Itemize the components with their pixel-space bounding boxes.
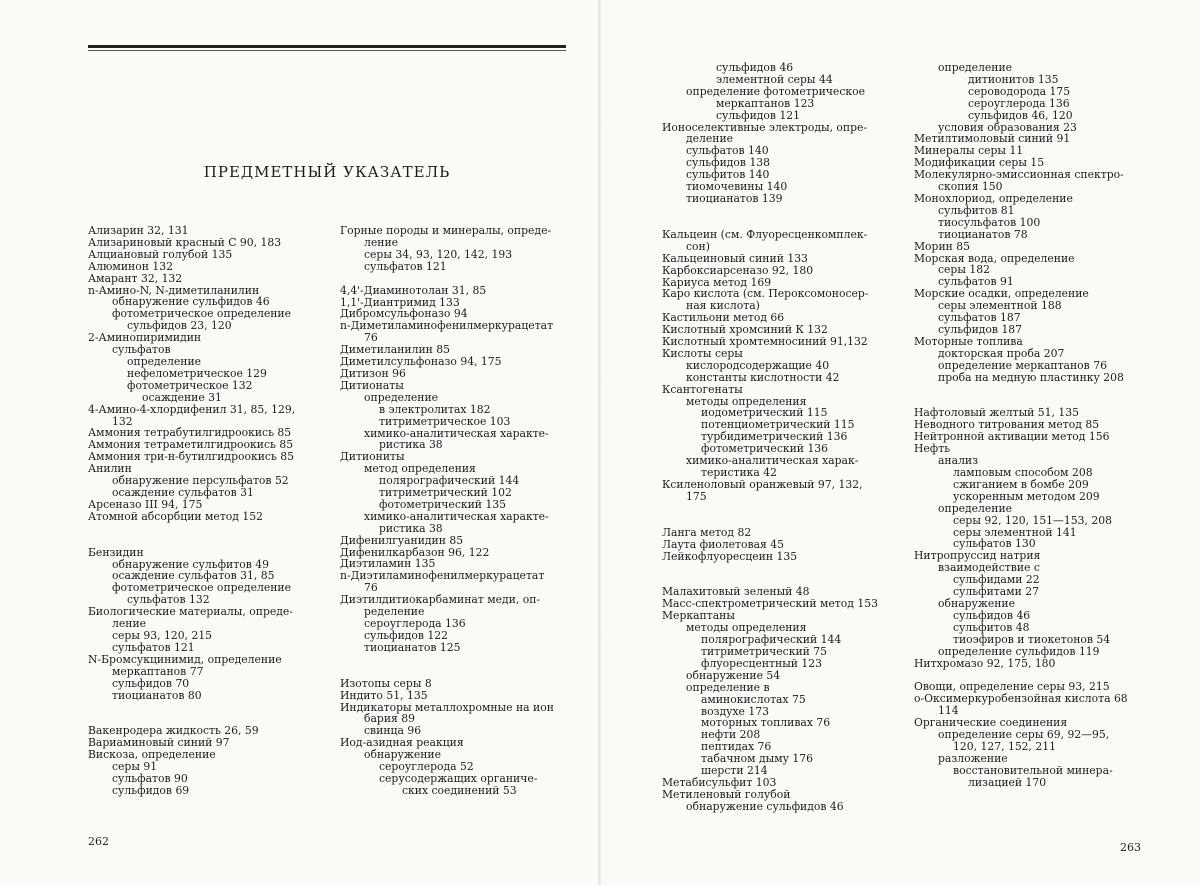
- index-subentry: определение фотометрическое: [686, 84, 866, 98]
- index-entry: Нитхромазо 92, 175, 180: [914, 656, 1056, 670]
- index-entry: Метилтимоловый синий 91: [914, 132, 1071, 146]
- index-entry: Вискоза, определение: [88, 748, 216, 762]
- index-subentry: сульфатов 130: [953, 537, 1036, 551]
- index-entry: N-Бромсукцинимид, определение: [88, 652, 282, 666]
- index-subentry: сульфидов 46, 120: [968, 108, 1073, 122]
- index-entry: Иод-азидная реакция: [340, 736, 464, 750]
- index-entry: Лейкофлуоресцеин 135: [662, 549, 798, 563]
- index-subentry: разложение: [938, 751, 1008, 765]
- index-subentry: серусодержащих органиче-: [379, 771, 538, 785]
- index-subentry: ламповым способом 208: [953, 466, 1093, 479]
- index-subentry: ристика 38: [379, 438, 443, 452]
- index-subentry: деление: [686, 132, 734, 146]
- index-entry: Кастильони метод 66: [662, 311, 785, 325]
- index-subentry: определение: [938, 501, 1013, 515]
- index-subentry: дитионитов 135: [968, 72, 1059, 86]
- index-column-3: [662, 62, 878, 813]
- index-entry: Аммония тетраметилгидроокись 85: [88, 438, 294, 452]
- index-subentry: сульфидов 46: [953, 608, 1031, 622]
- index-subentry: константы кислотности 42: [686, 370, 840, 384]
- index-entry: 2-Аминопиримидин: [88, 331, 202, 345]
- index-subentry: обнаружение сульфидов 46: [112, 295, 270, 309]
- index-subentry: сероуглерода 136: [364, 617, 466, 630]
- index-entry: Алюминон 132: [88, 259, 173, 273]
- index-subentry: сульфитов 81: [938, 203, 1015, 217]
- index-entry: n-Амино-N, N-диметиланилин: [88, 283, 260, 297]
- index-subentry: меркаптанов 77: [112, 664, 204, 678]
- index-subentry: теристика 42: [701, 466, 778, 479]
- index-subentry: сульфидов 23, 120: [127, 319, 232, 333]
- index-subentry: серы элементной 141: [953, 525, 1077, 539]
- index-subentry: ределение: [364, 605, 425, 619]
- index-subentry: серы 182: [938, 263, 990, 277]
- index-subentry: обнаружение: [364, 748, 442, 762]
- index-subentry: определение в: [686, 680, 770, 694]
- index-subentry: методы определения: [686, 621, 807, 635]
- index-entry: Меркаптаны: [662, 609, 735, 623]
- index-subentry: 114: [938, 704, 959, 718]
- index-column-4: [914, 62, 1128, 789]
- index-entry: Дитизон 96: [340, 366, 406, 380]
- index-subentry: серы элементной 188: [938, 299, 1062, 313]
- index-subentry: потенциометрический 115: [701, 418, 855, 432]
- index-entry: Диметиланилин 85: [340, 343, 451, 357]
- index-subentry: анализ: [938, 454, 979, 468]
- index-entry: Кальцеиновый синий 133: [662, 251, 808, 265]
- index-entry: Лаута фиолетовая 45: [662, 537, 785, 551]
- index-subentry: бария 89: [364, 712, 416, 726]
- index-subentry: обнаружение: [938, 596, 1016, 610]
- index-subentry: химико-аналитическая харак-: [686, 454, 859, 468]
- index-subentry: тиосульфатов 100: [938, 215, 1041, 229]
- index-entry: Метиленовый голубой: [662, 787, 791, 801]
- index-entry: Биологические материалы, опреде-: [88, 605, 293, 619]
- index-subentry: аминокислотах 75: [701, 692, 806, 706]
- index-entry: Метабисульфит 103: [662, 775, 777, 789]
- index-entry: Диэтилдитиокарбаминат меди, оп-: [340, 593, 541, 607]
- index-entry: Модификации серы 15: [914, 156, 1045, 170]
- header-rule-thin: [88, 50, 566, 51]
- index-subentry: осаждение сульфатов 31, 85: [112, 569, 275, 583]
- index-subentry: фотометрическое определение: [112, 581, 292, 595]
- index-subentry: титриметрический 75: [701, 644, 828, 658]
- index-subentry: воздухе 173: [701, 704, 769, 718]
- entry-spacer: [340, 666, 554, 678]
- index-subentry: сульфидами 22: [953, 573, 1040, 587]
- index-entry: Кислотный хромсиний К 132: [662, 323, 828, 337]
- index-subentry: сон): [686, 239, 710, 253]
- index-entry: n-Диэтиламинофенилмеркурацетат: [340, 569, 545, 583]
- index-entry: Дитионаты: [340, 378, 404, 392]
- index-subentry: сульфатов 140: [686, 144, 769, 158]
- index-subentry: ление: [364, 235, 399, 249]
- index-entry: Индито 51, 135: [340, 688, 428, 702]
- index-subentry: полярографический 144: [701, 633, 842, 647]
- index-subentry: 76: [364, 581, 378, 595]
- index-entry: Монохлориод, определение: [914, 191, 1073, 205]
- index-subentry: пептидах 76: [701, 740, 772, 754]
- index-subentry: восстановительной минера-: [953, 763, 1113, 777]
- index-entry: Кальцеин (см. Флуоресценкомплек-: [662, 227, 868, 241]
- index-subentry: сульфидов 46: [716, 61, 794, 74]
- index-subentry: нефелометрическое 129: [127, 366, 267, 380]
- index-column-1: [88, 225, 295, 797]
- index-subentry: сульфитов 48: [953, 620, 1030, 634]
- index-subentry: химико-аналитическая характе-: [364, 426, 549, 440]
- index-subentry: ристика 38: [379, 521, 443, 535]
- index-entry: Арсеназо III 94, 175: [88, 497, 203, 511]
- index-subentry: обнаружение сульфитов 49: [112, 557, 269, 571]
- entry-spacer: [662, 562, 878, 574]
- index-subentry: взаимодействие с: [938, 561, 1040, 575]
- index-entry: n-Диметиламинофенилмеркурацетат: [340, 319, 554, 333]
- index-entry: Аммония три-н-бутилгидроокись 85: [88, 450, 295, 464]
- index-subentry: сульфатов 91: [938, 275, 1014, 289]
- index-subentry: определение серы 69, 92—95,: [938, 728, 1110, 742]
- index-subentry: в электролитах 182: [379, 402, 491, 416]
- index-subentry: серы 91: [112, 760, 158, 774]
- entry-spacer: [914, 383, 1128, 395]
- index-subentry: сероводорода 175: [968, 84, 1071, 98]
- index-entry: Аммония тетрабутилгидроокись 85: [88, 426, 292, 440]
- index-entry: Вариаминовый синий 97: [88, 736, 230, 750]
- index-entry: Алциановый голубой 135: [88, 247, 233, 261]
- index-subentry: 132: [112, 414, 133, 428]
- index-subentry: условия образования 23: [938, 120, 1077, 134]
- index-subentry: определение сульфидов 119: [938, 644, 1100, 658]
- index-entry: Кислоты серы: [662, 346, 743, 360]
- index-subentry: иодометрический 115: [701, 406, 828, 420]
- page-number-right: 263: [1120, 841, 1141, 854]
- index-subentry: сероуглерода 52: [379, 760, 474, 774]
- index-entry: Нитропруссид натрия: [914, 549, 1041, 563]
- index-subentry: сульфидов 70: [112, 676, 190, 690]
- index-subentry: 120, 127, 152, 211: [953, 739, 1057, 753]
- index-subentry: ских соединений 53: [402, 783, 517, 797]
- index-entry: Изотопы серы 8: [340, 676, 432, 690]
- index-subentry: метод определения: [364, 462, 476, 476]
- index-subentry: фотометрическое 132: [127, 378, 253, 392]
- index-entry: 4,4'-Диаминотолан 31, 85: [340, 283, 487, 297]
- index-entry: Морин 85: [914, 239, 971, 253]
- index-subentry: тиоцианатов 139: [686, 191, 783, 205]
- index-subentry: лизацией 170: [968, 775, 1047, 789]
- index-entry: Неводного титрования метод 85: [914, 418, 1100, 432]
- index-subentry: сульфатов 90: [112, 772, 188, 786]
- index-entry: Атомной абсорбции метод 152: [88, 509, 263, 523]
- index-subentry: определение: [938, 61, 1013, 74]
- index-entry: о-Оксимеркуробензойная кислота 68: [914, 692, 1128, 706]
- index-entry: Ализарин 32, 131: [88, 224, 189, 237]
- index-column-2: [340, 225, 554, 797]
- page-title: ПРЕДМЕТНЫЙ УКАЗАТЕЛЬ: [203, 163, 451, 181]
- index-subentry: нефти 208: [701, 728, 761, 742]
- index-entry: Анилин: [88, 462, 132, 476]
- index-subentry: сульфатов 187: [938, 311, 1021, 325]
- index-entry: Нефть: [914, 442, 951, 456]
- index-subentry: сульфитов 140: [686, 168, 770, 182]
- index-subentry: сульфатов: [112, 343, 171, 357]
- index-entry: Овощи, определение серы 93, 215: [914, 680, 1110, 694]
- index-subentry: осаждение 31: [142, 390, 222, 404]
- index-subentry: шерсти 214: [701, 764, 768, 778]
- index-entry: Ионоселективные электроды, опре-: [662, 120, 868, 134]
- index-subentry: серы 92, 120, 151—153, 208: [953, 513, 1112, 527]
- index-subentry: методы определения: [686, 394, 807, 408]
- index-entry: Амарант 32, 132: [88, 271, 183, 285]
- index-entry: Карбоксиарсеназо 92, 180: [662, 263, 814, 277]
- index-entry: Ланга метод 82: [662, 525, 752, 539]
- right-page: [600, 0, 1200, 885]
- index-entry: Вакенродера жидкость 26, 59: [88, 724, 259, 738]
- entry-spacer: [88, 701, 295, 713]
- index-subentry: сульфидов 121: [716, 108, 801, 122]
- index-subentry: 76: [364, 331, 378, 345]
- index-entry: Дитиониты: [340, 450, 405, 464]
- header-rule: [88, 45, 566, 48]
- entry-spacer: [88, 535, 295, 547]
- index-subentry: тиоцианатов 78: [938, 227, 1028, 241]
- entry-spacer: [340, 273, 554, 285]
- index-subentry: обнаружение персульфатов 52: [112, 474, 289, 488]
- index-subentry: 175: [686, 489, 707, 503]
- index-subentry: обнаружение 54: [686, 668, 781, 682]
- index-subentry: титриметрическое 103: [379, 414, 511, 428]
- index-entry: Горные породы и минералы, опреде-: [340, 224, 552, 237]
- index-subentry: флуоресцентный 123: [701, 656, 823, 670]
- index-subentry: элементной серы 44: [716, 72, 833, 86]
- index-subentry: тиомочевины 140: [686, 180, 788, 194]
- index-subentry: серы 34, 93, 120, 142, 193: [364, 247, 513, 261]
- index-subentry: сульфидов 122: [364, 628, 449, 642]
- index-subentry: свинца 96: [364, 724, 422, 738]
- index-subentry: докторская проба 207: [938, 346, 1065, 360]
- index-subentry: сульфидов 187: [938, 322, 1023, 336]
- index-subentry: фотометрический 136: [701, 442, 829, 456]
- index-entry: Дифенилкарбазон 96, 122: [340, 545, 490, 559]
- index-subentry: сульфатов 121: [364, 259, 447, 273]
- index-entry: Малахитовый зеленый 48: [662, 585, 810, 599]
- index-subentry: проба на медную пластинку 208: [938, 370, 1124, 384]
- index-entry: Дифенилгуанидин 85: [340, 533, 464, 547]
- index-subentry: фотометрический 135: [379, 497, 507, 511]
- index-subentry: серы 93, 120, 215: [112, 629, 213, 642]
- index-entry: Масс-спектрометрический метод 153: [662, 597, 878, 611]
- index-subentry: сульфитами 27: [953, 585, 1039, 599]
- index-entry: 1,1'-Диантримид 133: [340, 295, 460, 309]
- index-entry: Ализариновый красный С 90, 183: [88, 235, 282, 249]
- index-subentry: сульфидов 138: [686, 156, 771, 170]
- index-entry: Бензидин: [88, 545, 144, 559]
- index-entry: Дибромсульфоназо 94: [340, 307, 468, 321]
- index-entry: Морские осадки, определение: [914, 287, 1089, 301]
- entry-spacer: [662, 503, 878, 515]
- index-entry: Индикаторы металлохромные на ион: [340, 700, 554, 714]
- index-subentry: сульфатов 121: [112, 640, 195, 654]
- index-subentry: ная кислота): [686, 299, 760, 313]
- index-subentry: скопия 150: [938, 180, 1003, 194]
- index-entry: Моторные топлива: [914, 334, 1023, 348]
- index-subentry: сжиганием в бомбе 209: [953, 477, 1089, 491]
- index-subentry: кислородсодержащие 40: [686, 358, 830, 372]
- index-subentry: моторных топливах 76: [701, 716, 831, 730]
- index-subentry: сульфатов 132: [127, 593, 210, 607]
- index-entry: Нафтоловый желтый 51, 135: [914, 406, 1080, 420]
- index-subentry: полярографический 144: [379, 474, 520, 488]
- index-entry: Диметилсульфоназо 94, 175: [340, 355, 502, 369]
- page-number-left: 262: [88, 835, 109, 848]
- index-entry: 4-Амино-4-хлордифенил 31, 85, 129,: [88, 402, 296, 416]
- entry-spacer: [662, 205, 878, 217]
- index-subentry: химико-аналитическая характе-: [364, 509, 549, 523]
- index-entry: Кислотный хромтемносиний 91,132: [662, 335, 868, 349]
- index-subentry: определение: [364, 390, 439, 404]
- index-entry: Нейтронной активации метод 156: [914, 430, 1110, 444]
- index-subentry: фотометрическое определение: [112, 307, 292, 321]
- entry-spacer: [662, 515, 878, 527]
- index-entry: Морская вода, определение: [914, 251, 1075, 265]
- index-subentry: тиоцианатов 80: [112, 688, 202, 702]
- index-subentry: ускоренным методом 209: [953, 489, 1100, 503]
- index-subentry: титриметрический 102: [379, 486, 512, 500]
- index-entry: Ксантогенаты: [662, 382, 743, 396]
- index-entry: Ксиленоловый оранжевый 97, 132,: [662, 477, 863, 491]
- index-subentry: сульфидов 69: [112, 783, 190, 797]
- entry-spacer: [88, 523, 295, 535]
- index-subentry: ление: [112, 617, 147, 631]
- index-subentry: сероуглерода 136: [968, 96, 1070, 110]
- index-entry: Минералы серы 11: [914, 144, 1024, 158]
- index-subentry: определение: [127, 354, 202, 368]
- index-entry: Каро кислота (см. Пероксомоносер-: [662, 287, 869, 301]
- index-entry: Диэтиламин 135: [340, 557, 436, 571]
- index-entry: Органические соединения: [914, 716, 1068, 730]
- index-entry: Молекулярно-эмиссионная спектро-: [914, 168, 1124, 182]
- entry-spacer: [340, 654, 554, 666]
- index-subentry: меркаптанов 123: [716, 96, 815, 110]
- index-subentry: обнаружение сульфидов 46: [686, 799, 844, 813]
- index-subentry: табачном дыму 176: [701, 752, 814, 766]
- index-subentry: осаждение сульфатов 31: [112, 485, 254, 499]
- index-subentry: тиоэфиров и тиокетонов 54: [953, 632, 1111, 646]
- index-subentry: турбидиметрический 136: [701, 430, 848, 444]
- index-subentry: определение меркаптанов 76: [938, 358, 1107, 372]
- index-subentry: тиоцианатов 125: [364, 640, 461, 654]
- index-entry: Кариуса метод 169: [662, 275, 772, 289]
